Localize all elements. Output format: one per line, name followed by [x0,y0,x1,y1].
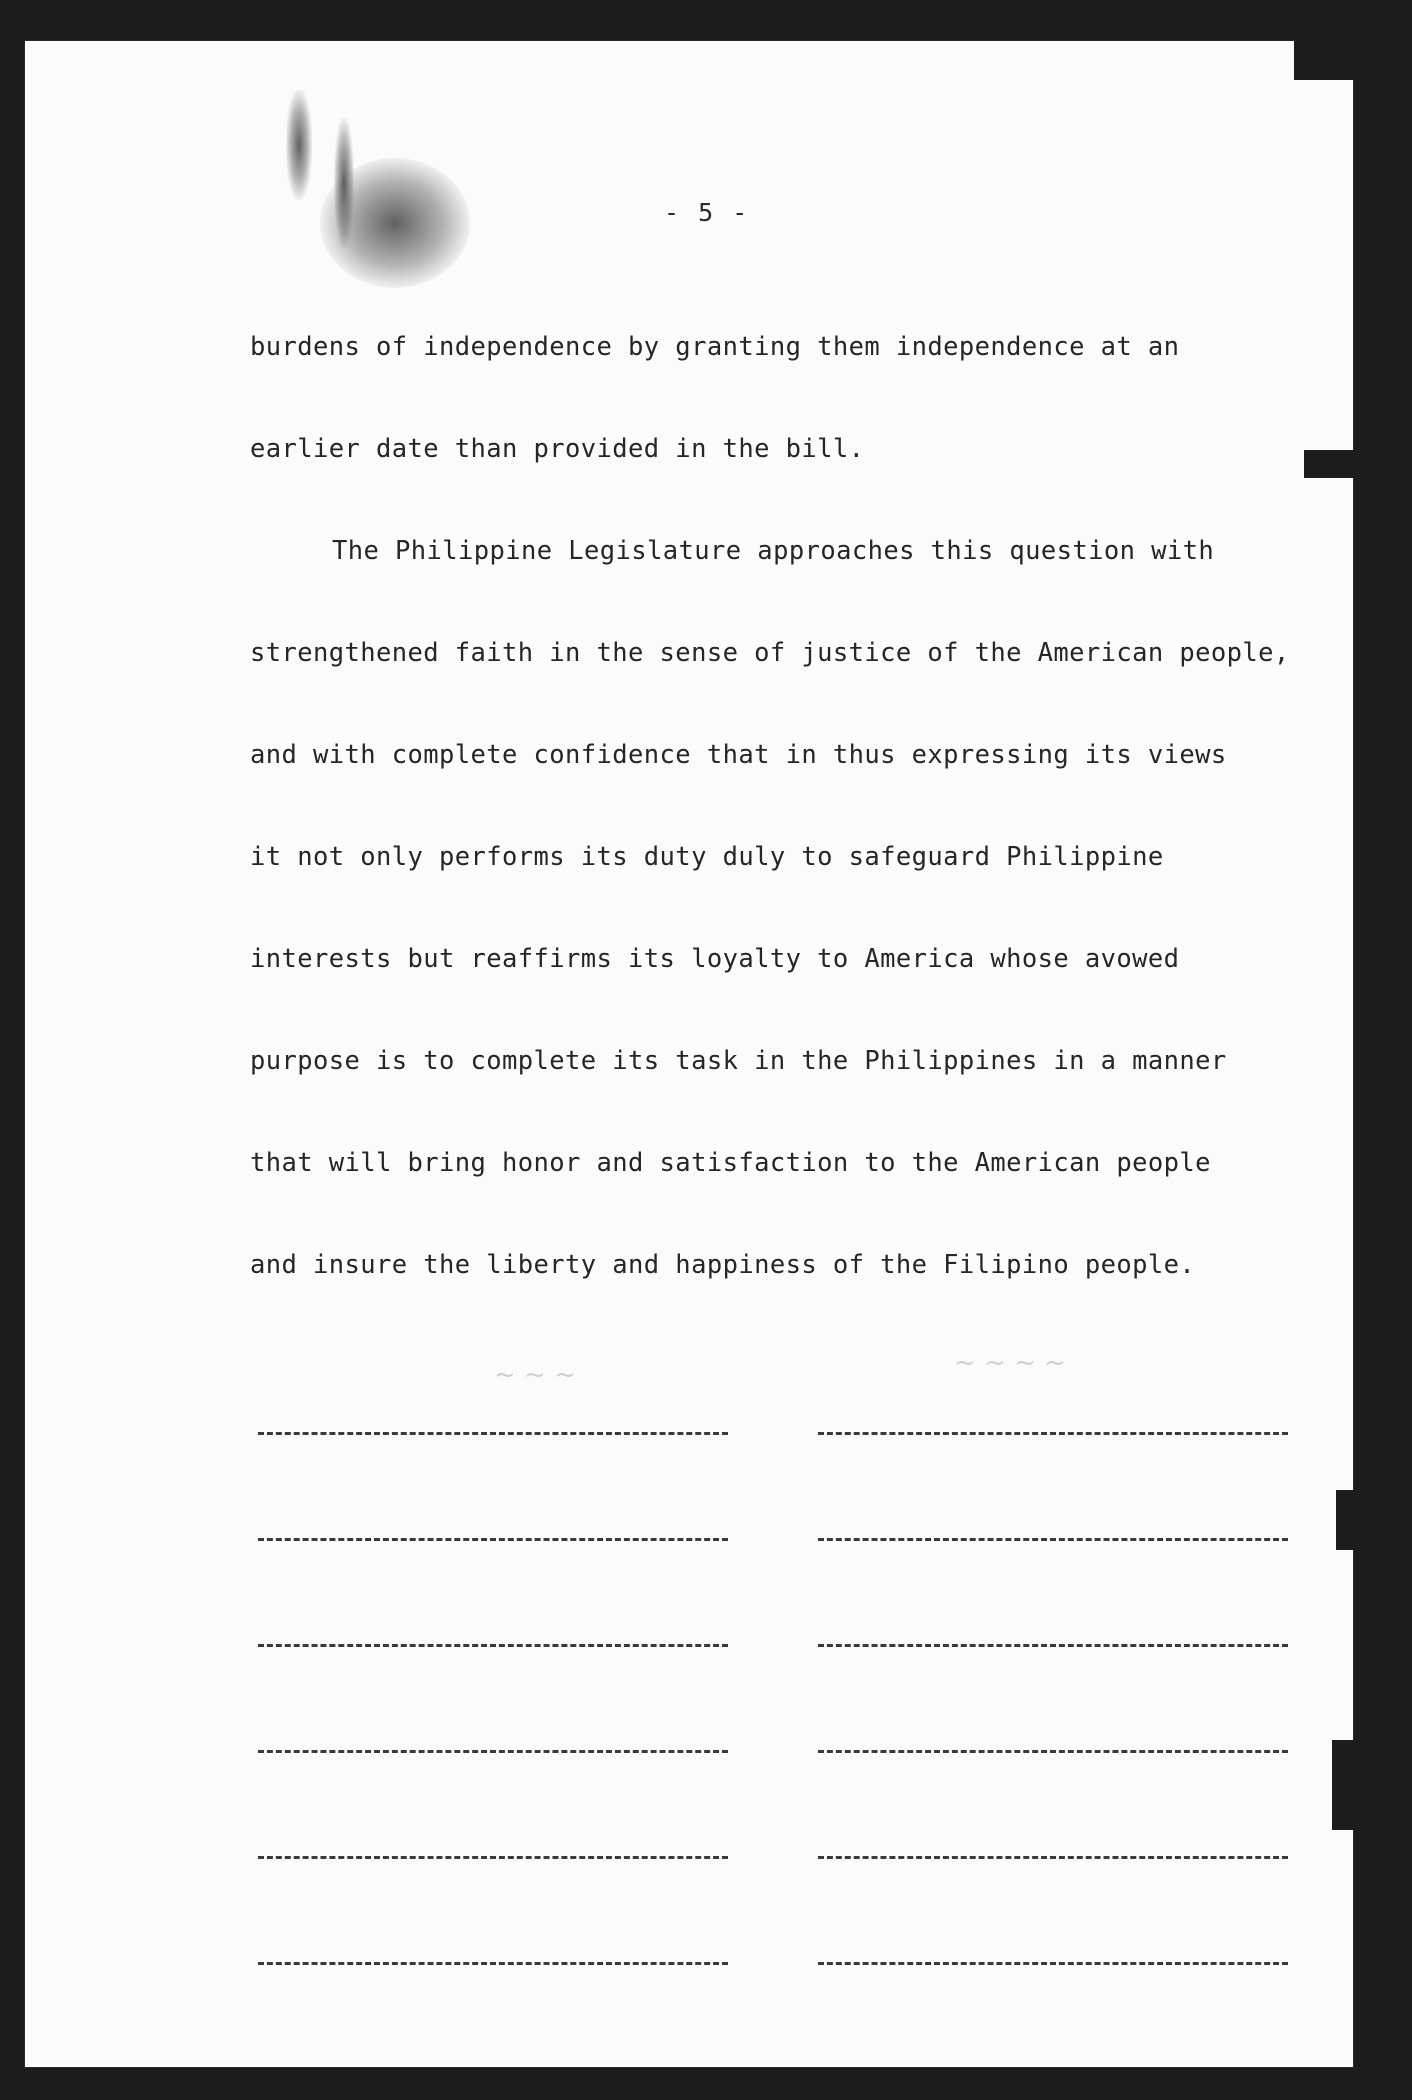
signature-line [258,1644,728,1650]
body-text [250,330,1330,1350]
signature-line [818,1644,1288,1650]
text-line: purpose is to complete its task in the Philippines in a manner [250,1046,1227,1076]
signature-column-left [258,1432,728,2068]
text-line: The Philippine Legislature approaches this question with [332,536,1215,566]
text-line: it not only performs its duty duly to safeguard Philippine [250,842,1164,872]
text-line: and insure the liberty and happiness of the Filipino people. [250,1250,1196,1280]
text-line: interests but reaffirms its loyalty to America whose avowed [250,944,1180,974]
signature-line [258,1538,728,1544]
signature-line [818,1962,1288,1968]
signature-line [258,1750,728,1756]
document-page [24,40,1354,2068]
torn-edge [1336,1490,1354,1550]
signature-line [818,1538,1288,1544]
text-line: earlier date than provided in the bill. [250,434,865,464]
faint-signature-scribble: ~ ~ ~ ~ [954,1348,1066,1378]
page-number: - 5 - [664,198,750,227]
signature-line [258,1432,728,1438]
ink-drip [286,90,312,200]
text-line: that will bring honor and satisfaction to the American people [250,1148,1211,1178]
text-line: and with complete confidence that in thus expressing its views [250,740,1227,770]
torn-edge [1332,1740,1354,1830]
signature-line [258,1856,728,1862]
text-line: strengthened faith in the sense of justice of the American people, [250,638,1290,668]
signature-column-right [818,1432,1288,2068]
text-line: burdens of independence by granting them independence at an [250,332,1180,362]
signature-line [818,1432,1288,1438]
signature-line [258,1962,728,1968]
signature-line [818,1856,1288,1862]
faint-signature-scribble: ~ ~ ~ [494,1360,576,1390]
ink-drip [334,118,354,248]
torn-edge [1294,40,1354,80]
signature-line [818,1750,1288,1756]
torn-edge [1304,450,1354,478]
